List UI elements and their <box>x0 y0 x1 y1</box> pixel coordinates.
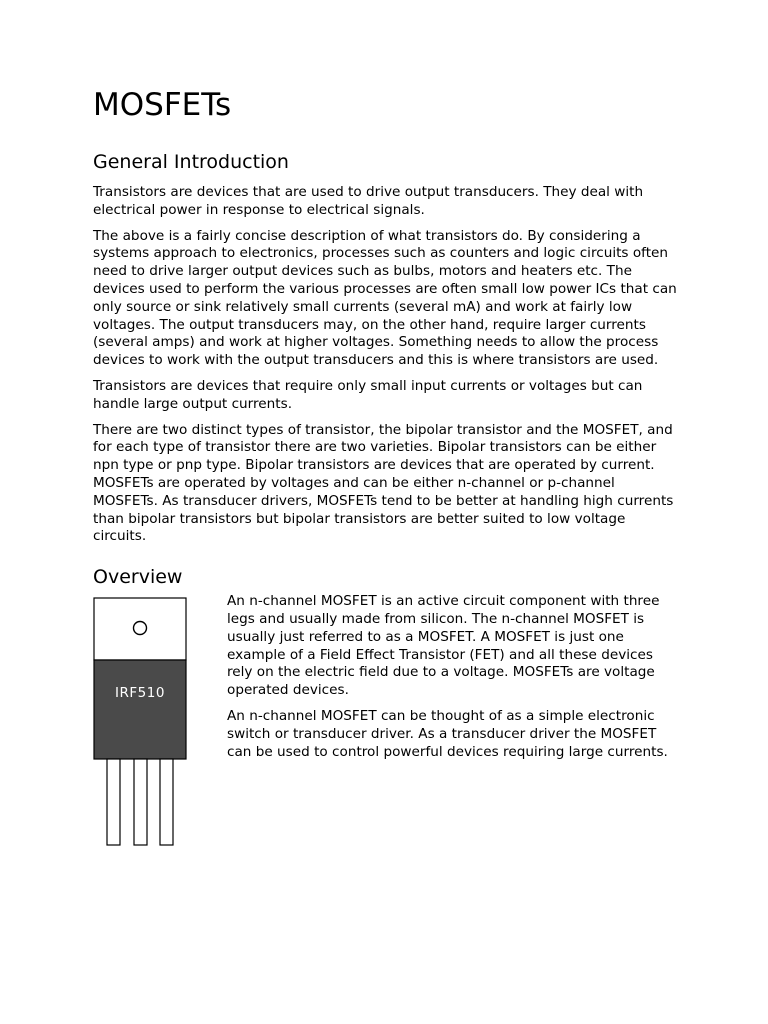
part-label: IRF510 <box>115 685 165 702</box>
page-title: MOSFETs <box>93 87 232 123</box>
mosfet-tab <box>94 598 186 660</box>
intro-paragraph: Transistors are devices that require only small input currents or voltages but can handle large output currents. <box>93 377 643 412</box>
overview-text <box>227 593 678 761</box>
mosfet-leg-gate <box>107 759 120 845</box>
document-page <box>93 86 678 863</box>
intro-paragraph: There are two distinct types of transistor, the bipolar transistor and the MOSFET, and for each type of transistor there are two varieties. Bipolar transistors can be either npn type or pnp type. Bipolar transistors are devices that are operated by current. MOSFETs are operated by voltages and can be either n-channel or p-channel MOSFETs. As transducer drivers, MOSFETs tend to be better at handling high currents than bipolar transistors but bipolar transistors are better suited to low voltage circuits. <box>93 421 674 545</box>
mosfet-figure <box>93 597 189 853</box>
overview-paragraph: An n-channel MOSFET is an active circuit component with three legs and usually made from silicon. The n-channel MOSFET is usually just referred to as a MOSFET. A MOSFET is just one example of a Field Effect Transistor (FET) and all these devices rely on the electric field due to a voltage. MOSFETs are voltage operated devices. <box>227 593 660 699</box>
introduction-body <box>93 184 678 546</box>
section-heading-introduction: General Introduction <box>93 151 289 173</box>
mosfet-leg-source <box>160 759 173 845</box>
overview-paragraph: An n-channel MOSFET can be thought of as a simple electronic switch or transducer driver. As a transducer driver the MOSFET can be used to control powerful devices requiring large currents. <box>227 707 668 760</box>
mosfet-leg-drain <box>134 759 147 845</box>
overview-block <box>93 593 678 863</box>
intro-paragraph: The above is a fairly concise description of what transistors do. By considering a systems approach to electronics, processes such as counters and logic circuits often need to drive larger output devices such as bulbs, motors and heaters etc. The devices used to perform the various processes are often small low power ICs that can only source or sink relatively small currents (several mA) and work at fairly low voltages. The output transducers may, on the other hand, require larger currents (several amps) and work at higher voltages. Something needs to allow the process devices to work with the output transducers and this is where transistors are used. <box>93 227 677 369</box>
section-heading-overview: Overview <box>93 566 183 589</box>
mosfet-body <box>94 660 186 759</box>
intro-paragraph: Transistors are devices that are used to drive output transducers. They deal with electrical power in response to electrical signals. <box>93 184 644 218</box>
